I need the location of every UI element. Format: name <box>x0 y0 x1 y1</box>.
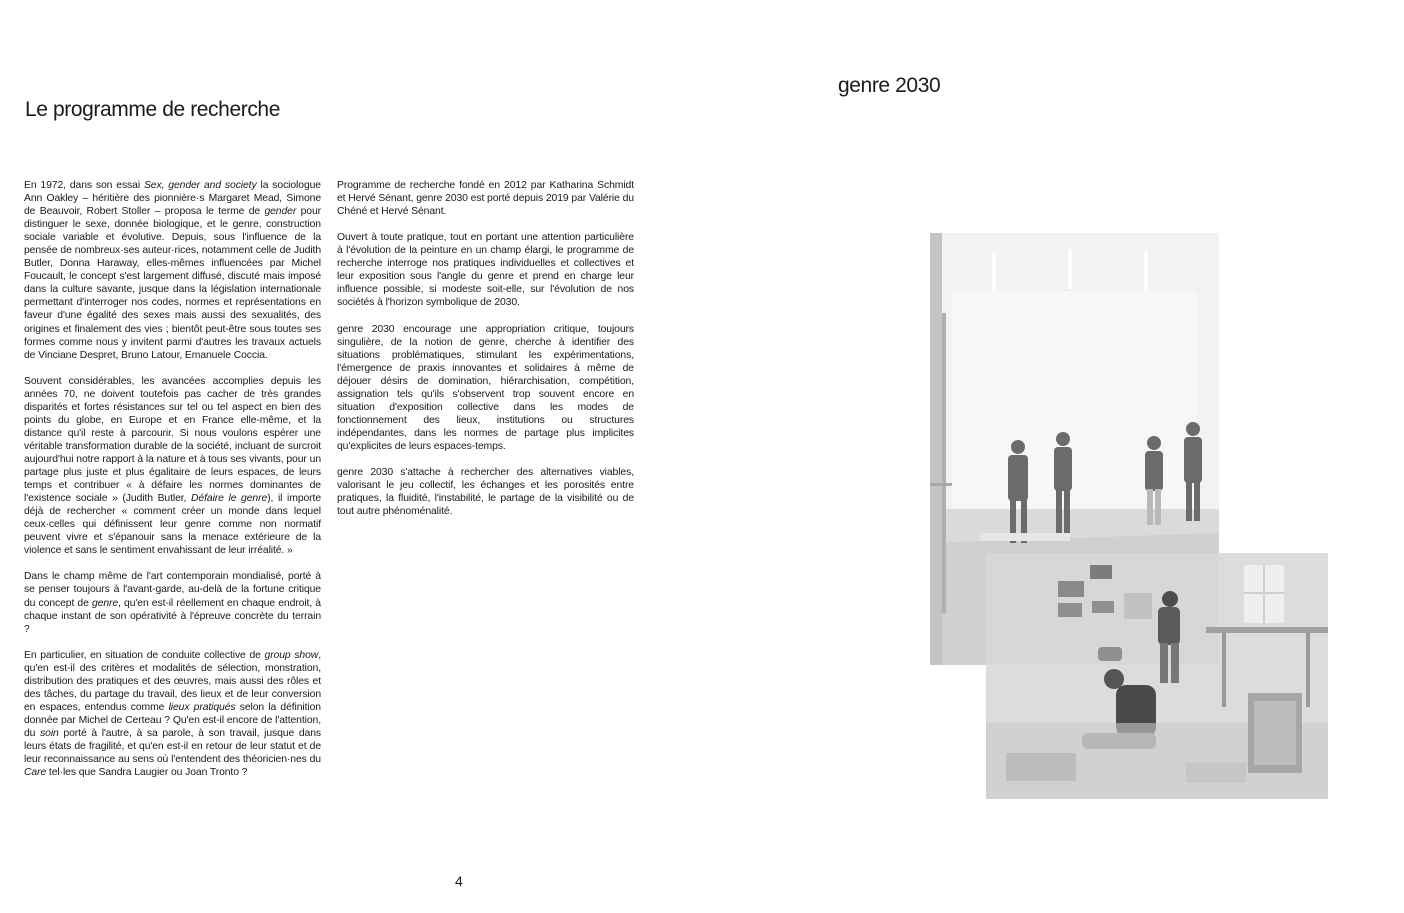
text-run: En 1972, dans son essai <box>24 180 144 191</box>
text-run: selon la définition donnée par Michel de Certeau ? Qu'en est-il encore de l'attention, du <box>24 701 321 739</box>
text-run: la sociologue Ann Oakley – héritière des pionnière·s Margaret Mead, Simone de Beauvoir, Robert Stoller – proposa le terme de <box>24 180 321 218</box>
text-run: tel·les que Sandra Laugier ou Joan Tronto ? <box>46 767 248 779</box>
italic-text: Care <box>24 767 47 779</box>
italic-text: Défaire le genre <box>191 493 268 505</box>
italic-text: genre <box>91 597 119 609</box>
paragraph <box>24 570 321 635</box>
paragraph <box>24 649 321 779</box>
paragraph: genre 2030 s'attache à rechercher des alternatives viables, valorisant le jeu collectif, les échanges et les porosités entre pratiques, la fluidité, l'instabilité, le partage de la visibilité ou de tout autre phénoménalité. <box>337 467 634 518</box>
italic-text: Sex, gender and society <box>143 180 257 191</box>
text-run: , qu'en est-il des critères et modalités de sélection, monstration, distribution des pratiques et des œuvres, mais aussi des rôles et des tâches, du partage du travail, des lieux et de leur conversion en espaces, entendus comme <box>24 649 321 713</box>
paragraph: Ouvert à toute pratique, tout en portant une attention particulière à l'évolution de la peinture en un champ élargi, le programme de recherche interroge nos pratiques individuelles et collectives et leur exposition sous l'angle du genre et prend en charge leur influence possible, si modeste soit-elle, sur l'évolution de nos sociétés à l'horizon symbolique de 2030. <box>337 232 634 309</box>
paragraph: genre 2030 encourage une appropriation critique, toujours singulière, de la notion de genre, cherche à identifier des situations problématiques, stimulant les expérimentations, l'émergence de praxis innovantes et solidaires à même de déjouer désirs de domination, hiérarchisation, compétition, assignation tels qu'ils s'observent trop souvent encore en situation d'exposition collective dans les modes de fonctionnement des lieux, institutions ou structures indépendantes, dans les normes de partage plus implicites qu'explicites de leurs espaces-temps. <box>337 323 634 452</box>
page-title: Le programme de recherche <box>25 98 280 121</box>
paragraph <box>24 375 321 558</box>
italic-text: soin <box>40 727 59 739</box>
left-text-column <box>24 179 321 792</box>
project-title: genre 2030 <box>838 74 941 97</box>
paragraph <box>24 179 321 362</box>
text-run: Dans le champ même de l'art contemporain mondialisé, porté à se penser toujours à l'avant-garde, au-delà de la fortune critique du concept de <box>24 571 321 609</box>
text-run: ), il importe déjà de rechercher « comment créer un monde dans lequel ceux·celles qui définissent leur genre comme non normatif peuvent vivre et s'épanouir sans la menace extérieure de la violence et sans le sentiment envahissant de leur irréalité. » <box>24 493 321 557</box>
text-run: , qu'en est-il réellement en chaque endroit, à chaque instant de son opérativité à l'épreuve concrète du terrain ? <box>24 597 321 635</box>
text-run: porté à l'autre, à sa parole, à son travail, jusque dans leurs états de fragilité, et qu'en est-il en retour de leur statut et de leur reconnaissance au sens où l'entendent des théoricien·nes du <box>24 727 321 766</box>
paragraph: Programme de recherche fondé en 2012 par Katharina Schmidt et Hervé Sénant, genre 2030 est porté depuis 2019 par Valérie du Chéné et Hervé Sénant. <box>337 180 634 218</box>
text-run: pour distinguer le sexe, donnée biologique, et le genre, construction sociale variable et évolutive. Depuis, sous l'influence de la pensée de nombreux·ses auteur·rices, notamment celle de Judith Butler, Donna Haraway, elles-mêmes influencées par Michel Foucault, le concept s'est largement diffusé, discuté mais imposé dans la culture savante, jusque dans la législation internationale permettant d'interroger nos codes, normes et représentations en faveur d'une égalité des sexes mais aussi des sexualités, des origines et finalement des vies ; bientôt peut-être sous toutes ses formes comme nous y invitent parmi d'autres les travaux actuels de Vinciane Despret, Bruno Latour, Emanuele Coccia. <box>24 206 321 361</box>
italic-text: group show <box>264 649 319 661</box>
text-run: Souvent considérables, les avancées accomplies depuis les années 70, ne doivent toutefois pas cacher de très grandes disparités et fortes résistances sur tel ou tel aspect en bien des points du globe, en Europe et en France elle-même, et la distance qu'il reste à parcourir. Si nous voulons espérer une véritable transformation durable de la société, incluant de surcroit aujourd'hui notre rapport à la nature et à tous ses vivants, pour un partage plus juste et plus égalitaire de leurs espaces, de leurs temps et contribuer « à défaire les normes dominantes de l'existence sociale » (Judith Butler, <box>24 375 321 505</box>
italic-text: gender <box>264 206 297 218</box>
right-text-column <box>337 179 634 531</box>
workshop-photo <box>986 553 1328 799</box>
italic-text: lieux pratiqués <box>168 701 236 713</box>
page-number: 4 <box>455 873 463 889</box>
text-run: En particulier, en situation de conduite collective de <box>24 649 265 661</box>
